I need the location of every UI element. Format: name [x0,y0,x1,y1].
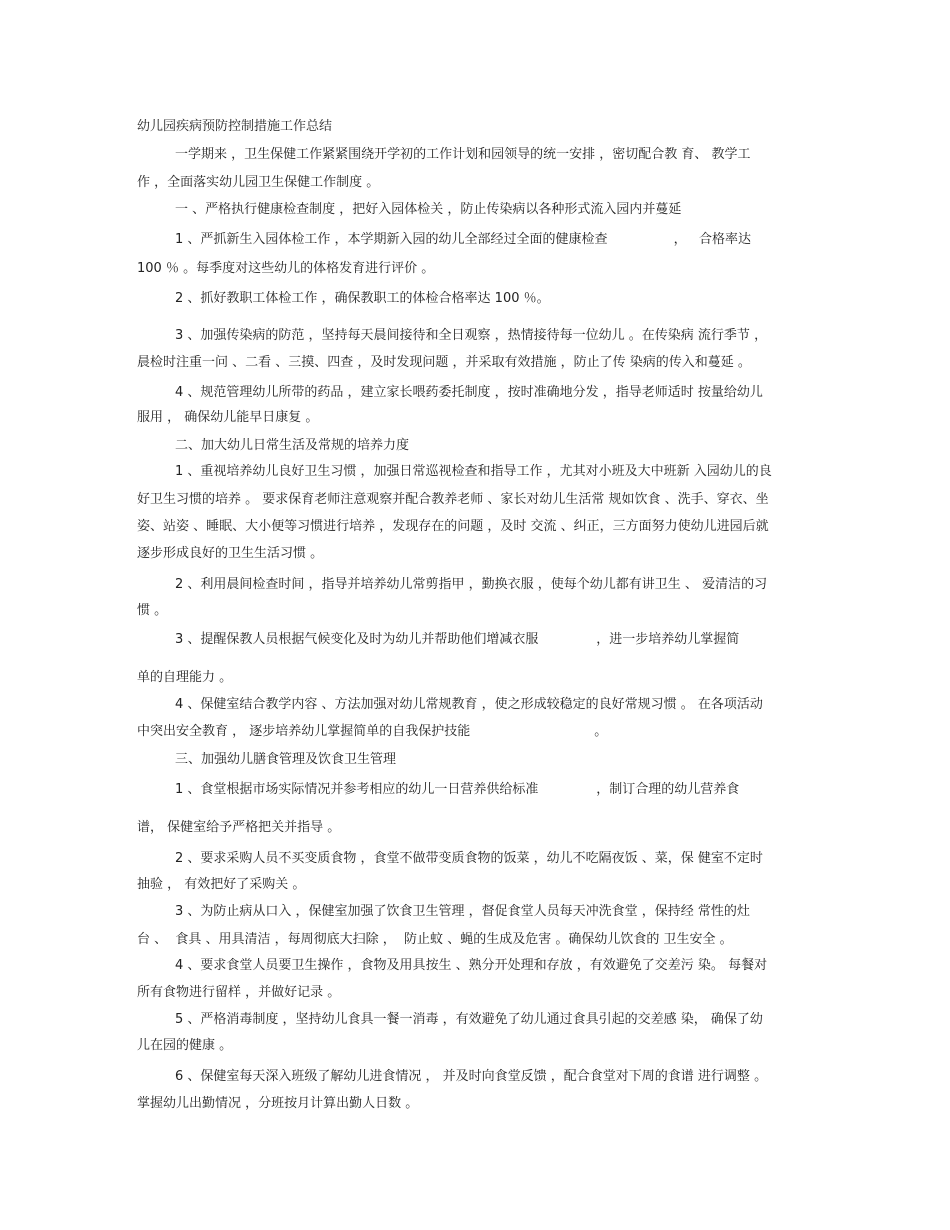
body-line-21: 中突出安全教育 ， 逐步培养幼儿掌握简单的自我保护技能 。 [137,724,608,739]
body-line-2: 作 ，全面落实幼儿园卫生保健工作制度 。 [137,175,380,190]
body-line-16: 2 、利用晨间检查时间 ，指导并培养幼儿常剪指甲 ，勤换衣服 ，使每个幼儿都有讲卫生 、 爱清洁的习 [175,577,768,592]
section-heading-1: 一 、严格执行健康检查制度 ，把好入园体检关 ，防止传染病以各种形式流入园内并蔓延 [175,202,682,217]
section-heading-2: 二、加大幼儿日常生活及常规的培养力度 [175,438,410,453]
body-line-12: 1 、重视培养幼儿良好卫生习惯 ，加强日常巡视检查和指导工作 ，尤其对小班及大中班新 入园幼儿的良 [175,464,772,479]
body-line-29: 4 、要求食堂人员要卫生操作 ，食物及用具按生 、熟分开处理和存放 ，有效避免了交差污 染。 每餐对 [175,958,768,973]
body-line-9: 4 、规范管理幼儿所带的药品 ，建立家长喂药委托制度 ，按时准确地分发 ，指导老师适时 按量给幼儿 [175,385,763,400]
body-line-28: 台 、 食具 、用具清洁 ，每周彻底大扫除 ， 防止蚊 、蝇的生成及危害 。确保幼儿饮食的 卫生安全 。 [137,932,733,947]
body-line-23: 1 、食堂根据市场实际情况并参考相应的幼儿一日营养供给标准 ，制订合理的幼儿营养食 [175,782,740,797]
body-line-7: 3 、加强传染病的防范 ，坚持每天晨间接待和全日观察 ，热情接待每一位幼儿 。在传染病 流行季节 ， [175,328,768,343]
body-line-13: 好卫生习惯的培养 。 要求保育老师注意观察并配合教养老师 、家长对幼儿生活常 规如饮食 、洗手、穿衣、坐 [137,492,769,507]
body-line-14: 姿、站姿 、睡眠、大小便等习惯进行培养 ，发现存在的问题 ，及时 交流 、纠正，三方面努力使幼儿进园后就 [137,519,769,534]
body-line-33: 6 、保健室每天深入班级了解幼儿进食情况 ， 并及时向食堂反馈 ，配合食堂对下周的食谱 进行调整 。 [175,1069,768,1084]
body-line-25: 2 、要求采购人员不买变质食物 ，食堂不做带变质食物的饭菜 ，幼儿不吃隔夜饭 、菜，保 健室不定时 [175,851,763,866]
body-line-20: 4 、保健室结合教学内容 、方法加强对幼儿常规教育 ，使之形成较稳定的良好常规习惯 。 在各项活动 [175,697,763,712]
body-line-32: 儿在园的健康 。 [137,1038,233,1053]
body-line-31: 5 、严格消毒制度 ，坚持幼儿食具一餐一消毒 ，有效避免了幼儿通过食具引起的交差感 染， 确保了幼 [175,1012,763,1027]
section-heading-3: 三、加强幼儿膳食管理及饮食卫生管理 [175,752,397,767]
body-line-30: 所有食物进行留样 ，并做好记录 。 [137,985,341,1000]
body-line-34: 掌握幼儿出勤情况 ，分班按月计算出勤人日数 。 [137,1096,419,1111]
body-line-5: 100 ％ 。每季度对这些幼儿的体格发育进行评价 。 [137,261,435,276]
body-line-18: 3 、提醒保教人员根据气候变化及时为幼儿并帮助他们增减衣服 ，进一步培养幼儿掌握简 [175,632,740,647]
body-line-4: 1 、严抓新生入园体检工作 ，本学期新入园的幼儿全部经过全面的健康检查 ， 合格率达 [175,232,752,247]
body-line-24: 谱， 保健室给予严格把关并指导 。 [137,820,341,835]
body-line-27: 3 、为防止病从口入 ，保健室加强了饮食卫生管理 ，督促食堂人员每天冲洗食堂 ，保持经 常性的灶 [175,904,750,919]
body-line-15: 逐步形成良好的卫生生活习惯 。 [137,546,324,561]
body-line-19: 单的自理能力 。 [137,670,233,685]
body-line-6: 2 、抓好教职工体检工作 ，确保教职工的体检合格率达 100 ％。 [175,291,550,306]
body-line-17: 惯 。 [137,603,168,618]
body-line-26: 抽验 ， 有效把好了采购关 。 [137,877,306,892]
body-line-10: 服用 ， 确保幼儿能早日康复 。 [137,410,319,425]
body-line-8: 晨检时注重一问 、二看 、三摸、四查 ，及时发现问题 ，并采取有效措施 ，防止了传 染病的传入和蔓延 。 [137,355,751,370]
body-line-1: 一学期来 ，卫生保健工作紧紧围绕开学初的工作计划和园领导的统一安排 ，密切配合教 育、 教学工 [175,147,751,162]
document-title: 幼儿园疾病预防控制措施工作总结 [137,119,333,134]
